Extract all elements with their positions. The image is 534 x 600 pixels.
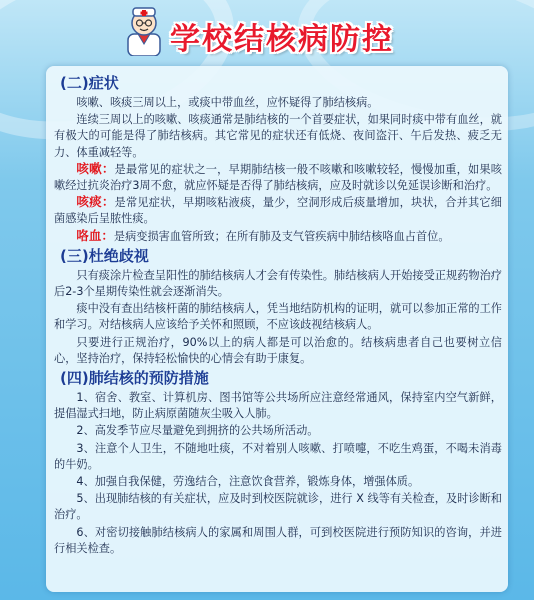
paragraph-text: 3、注意个人卫生，不随地吐痰，不对着别人咳嗽、打喷嚏，不吃生鸡蛋，不喝未消毒的牛奶。 [54,441,502,471]
paragraph-text: 4、加强自我保健，劳逸结合，注意饮食营养，锻炼身体，增强体质。 [76,475,420,489]
paragraph [54,524,502,557]
paragraph [54,389,502,422]
poster-title: 学校结核病防控 [170,22,394,57]
paragraph [54,111,502,161]
section-no-discrimination [54,246,502,367]
section-prevention [54,368,502,557]
paragraph-text: 咳嗽、咳痰三周以上，或痰中带血丝，应怀疑得了肺结核病。 [76,96,379,109]
poster-header [0,0,534,68]
keyword-label: 咳痰： [76,194,115,210]
paragraph [54,267,502,300]
paragraph [54,334,502,367]
paragraph-text: 是常见症状，早期咳粘液痰，量少，空洞形成后痰量增加，块状，合并其它细菌感染后呈脓性痰。 [54,196,502,226]
paragraph-text: 5、出现肺结核的有关症状，应及时到校医院就诊，进行 X 线等有关检查，及时诊断和治疗。 [54,492,502,522]
content-body [54,72,502,557]
paragraph [54,440,502,473]
paragraph-text: 连续三周以上的咳嗽、咳痰通常是肺结核的一个首要症状，如果同时痰中带有血丝，就有极大的可能是得了肺结核病。其它常见的症状还有低烧、夜间盗汗、午后发热、疲乏无力、体重减轻等。 [54,113,502,159]
paragraph-text: 是最常见的症状之一，早期肺结核一般不咳嗽和咳嗽较轻，慢慢加重，如果咳嗽经过抗炎治疗3周不愈，就应怀疑是否得了肺结核病，应及时就诊以免延误诊断和治疗。 [54,162,502,193]
doctor-icon [124,4,164,56]
section-heading: (二)症状 [60,74,119,92]
paragraph [54,194,502,227]
paragraph-text: 1、宿舍、教室、计算机房、图书馆等公共场所应注意经常通风，保持室内空气新鲜，提倡湿式扫地，防止病原菌随灰尘吸入人肺。 [54,391,502,421]
paragraph [54,161,502,194]
paragraph-text: 是病变损害血管所致；在所有肺及支气管疾病中肺结核咯血占首位。 [113,229,450,243]
paragraph-text: 只有痰涂片检查呈阳性的肺结核病人才会有传染性。肺结核病人开始接受正规药物治疗后2-3个星期传染性就会逐渐消失。 [54,268,502,299]
paragraph-text: 只要进行正规治疗，90%以上的病人都是可以治愈的。结核病患者自己也要树立信心，坚持治疗，保持轻松愉快的心情会有助于康复。 [54,335,502,365]
keyword-label: 咳嗽： [76,160,115,176]
section-heading: (四)肺结核的预防措施 [60,369,209,388]
paragraph [54,94,502,111]
paragraph [54,473,502,490]
section-symptoms [54,73,502,245]
paragraph-text: 2、高发季节应尽量避免到拥挤的公共场所活动。 [76,424,319,438]
paragraph [54,228,502,245]
paragraph [54,422,502,439]
paragraph [54,300,502,333]
section-heading: (三)杜绝歧视 [60,246,149,265]
paragraph [54,490,502,523]
paragraph-text: 6、对密切接触肺结核病人的家属和周围人群，可到校医院进行预防知识的咨询，并进行相关检查。 [54,525,502,555]
keyword-label: 咯血： [76,227,114,243]
paragraph-text: 痰中没有查出结核杆菌的肺结核病人，凭当地结防机构的证明，就可以参加正常的工作和学习。对结核病人应该给予关怀和照顾，不应该歧视结核病人。 [54,302,502,332]
